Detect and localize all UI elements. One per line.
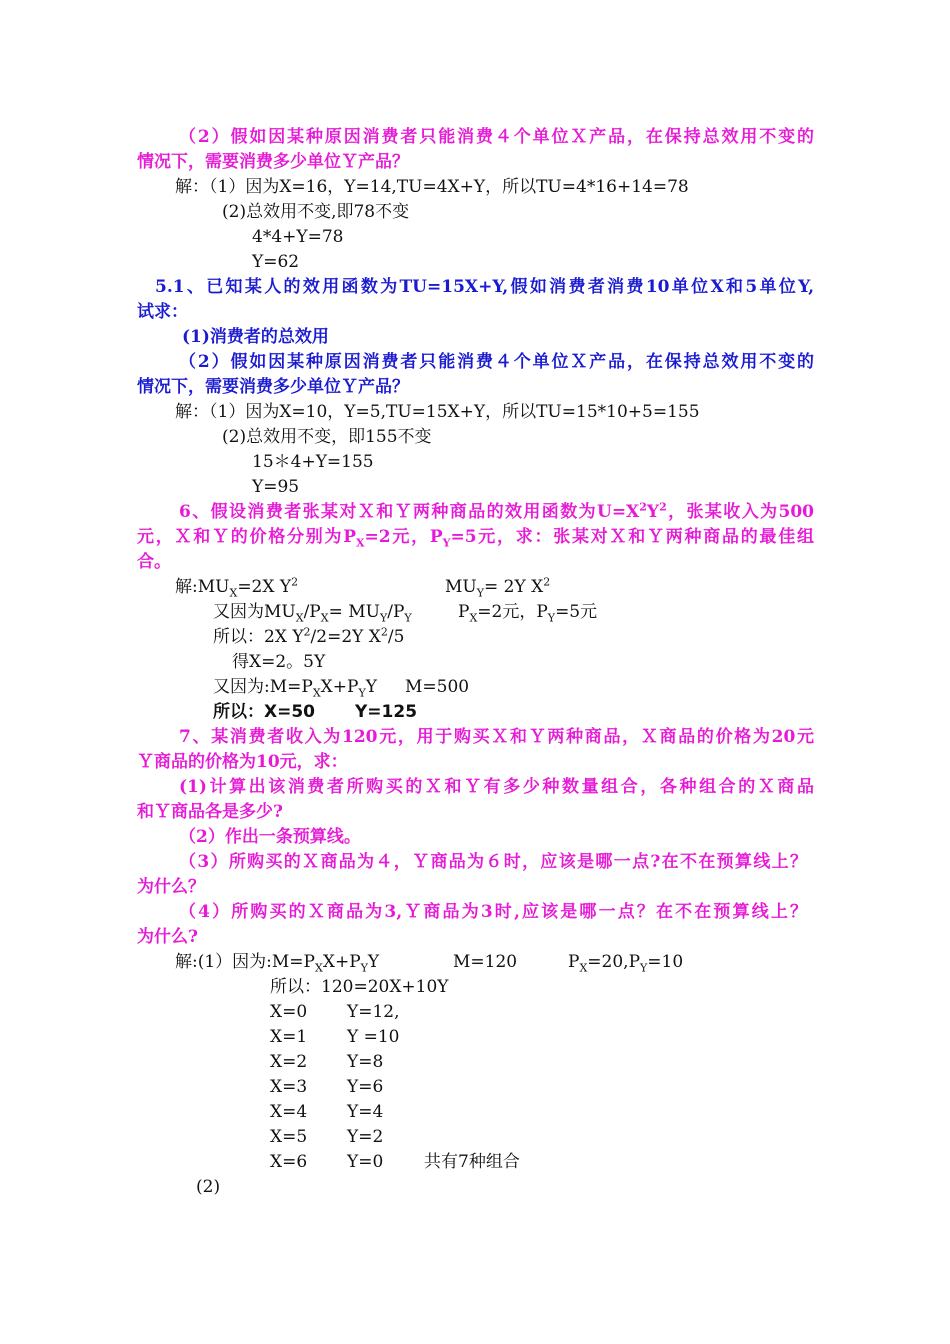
table-row-x: X=0 bbox=[270, 1002, 308, 1022]
q7-total-combinations: 共有7种组合 bbox=[424, 1152, 520, 1172]
q5-solution-2: (2)总效用不变,即78不变 bbox=[222, 202, 410, 222]
q51-solution-4: Y=95 bbox=[252, 477, 300, 497]
q7-part2: （2）作出一条预算线。 bbox=[179, 827, 361, 847]
q51-solution-1: 解：（1）因为X=10，Y=5,TU=15X+Y，所以TU=15*10+5=155 bbox=[175, 402, 700, 422]
q51-solution-3: 15＊4+Y=155 bbox=[252, 452, 374, 472]
table-row-y: Y=6 bbox=[347, 1077, 384, 1097]
q7-solution-2: 所以：120=20X+10Y bbox=[270, 977, 449, 997]
q6-solution-5b: M=500 bbox=[405, 677, 470, 697]
table-row-x: X=6 bbox=[270, 1152, 308, 1172]
table-row-x: X=5 bbox=[270, 1127, 308, 1147]
table-row-y: Y=12, bbox=[347, 1002, 400, 1022]
table-row-x: X=2 bbox=[270, 1052, 308, 1072]
table-row-x: X=4 bbox=[270, 1102, 308, 1122]
q51-part2-line2: 情况下，需要消费多少单位Ｙ产品？ bbox=[137, 377, 409, 397]
q7-part3-line2: 为什么？ bbox=[137, 877, 205, 897]
q7-solution-1a: 解:(1）因为$:M=P_XX+P_YY$ bbox=[175, 952, 380, 975]
q7-part4-line2: 为什么? bbox=[137, 927, 198, 947]
q51-line2: 试求： bbox=[137, 302, 188, 322]
q6-solution-2a: 又因为$MU_X/P_X= MU_Y/P_Y$ bbox=[213, 602, 412, 625]
q6-solution-4: 得X=2。5Y bbox=[232, 652, 326, 672]
q7-part1-line1: (1)计算出该消费者所购买的Ｘ和Ｙ有多少种数量组合，各种组合的Ｘ商品 bbox=[179, 777, 814, 797]
q5-solution-4: Y=62 bbox=[252, 252, 300, 272]
q7-part1-line2: 和Ｙ商品各是多少? bbox=[137, 802, 283, 822]
q5-solution-1: 解：（1）因为X=16，Y=14,TU=4X+Y，所以TU=4*16+14=78 bbox=[175, 177, 689, 197]
q6-solution-3: 所以：2X $Y^2/2=2Y$ $X^2/5$ bbox=[213, 625, 405, 647]
q7-part3-line1: （3）所购买的Ｘ商品为４，Ｙ商品为６时，应该是哪一点?在不在预算线上？ bbox=[179, 852, 807, 872]
q7-part4-line1: （4）所购买的Ｘ商品为3,Ｙ商品为3时,应该是哪一点？在不在预算线上？ bbox=[179, 902, 807, 922]
q51-line1: 5.1、已知某人的效用函数为TU=15X+Y,假如消费者消费10单位X和5单位Y, bbox=[155, 277, 814, 297]
table-row-x: X=1 bbox=[270, 1027, 308, 1047]
table-row-y: Y=2 bbox=[347, 1127, 384, 1147]
q7-solution-1c: $P_X=20,P_Y=10$ bbox=[568, 952, 684, 975]
table-row-y: Y=4 bbox=[347, 1102, 384, 1122]
q6-solution-6a: 所以：X=50 bbox=[213, 702, 316, 722]
q7-part2-heading: (2) bbox=[196, 1177, 221, 1197]
q6-solution-2b: $P_X=2$元，$P_Y=5$元 bbox=[458, 602, 598, 625]
q7-line1: 7、某消费者收入为120元，用于购买Ｘ和Ｙ两种商品，Ｘ商品的价格为20元 bbox=[179, 727, 814, 747]
q6-line1: 6、假设消费者张某对Ｘ和Ｙ两种商品的效用函数为$U=X^2Y^2$，张某收入为500 bbox=[179, 500, 814, 522]
q6-solution-1a: 解$:MU_X=2X$ $Y^2$ bbox=[175, 575, 299, 600]
q5-solution-3: 4*4+Y=78 bbox=[252, 227, 344, 247]
q6-solution-1b: $MU_Y= 2Y$ $X^2$ bbox=[445, 575, 551, 600]
q6-solution-5a: 又因为$:M=P_XX+P_YY$ bbox=[213, 677, 377, 700]
q6-line2: 元，Ｘ和Ｙ的价格分别为$P_X=2$元，$P_Y=5$元，求：张某对Ｘ和Ｙ两种商品的最佳组 bbox=[137, 527, 814, 550]
table-row-y: Y=8 bbox=[347, 1052, 384, 1072]
table-row-x: X=3 bbox=[270, 1077, 308, 1097]
q51-part2-line1: （2）假如因某种原因消费者只能消费４个单位Ｘ产品，在保持总效用不变的 bbox=[179, 352, 814, 372]
q7-line2: Ｙ商品的价格为10元，求： bbox=[137, 752, 348, 772]
q6-line3: 合。 bbox=[137, 552, 171, 572]
table-row-y: Y =10 bbox=[347, 1027, 400, 1047]
q51-part1: (1)消费者的总效用 bbox=[182, 327, 329, 347]
q51-solution-2: (2)总效用不变，即155不变 bbox=[222, 427, 432, 447]
q5-part2-line1: （2）假如因某种原因消费者只能消费４个单位Ｘ产品，在保持总效用不变的 bbox=[179, 127, 814, 147]
q5-part2-line2: 情况下，需要消费多少单位Ｙ产品？ bbox=[137, 152, 409, 172]
q7-solution-1b: M=120 bbox=[453, 952, 518, 972]
q6-solution-6b: Y=125 bbox=[355, 702, 418, 722]
table-row-y: Y=0 bbox=[347, 1152, 384, 1172]
